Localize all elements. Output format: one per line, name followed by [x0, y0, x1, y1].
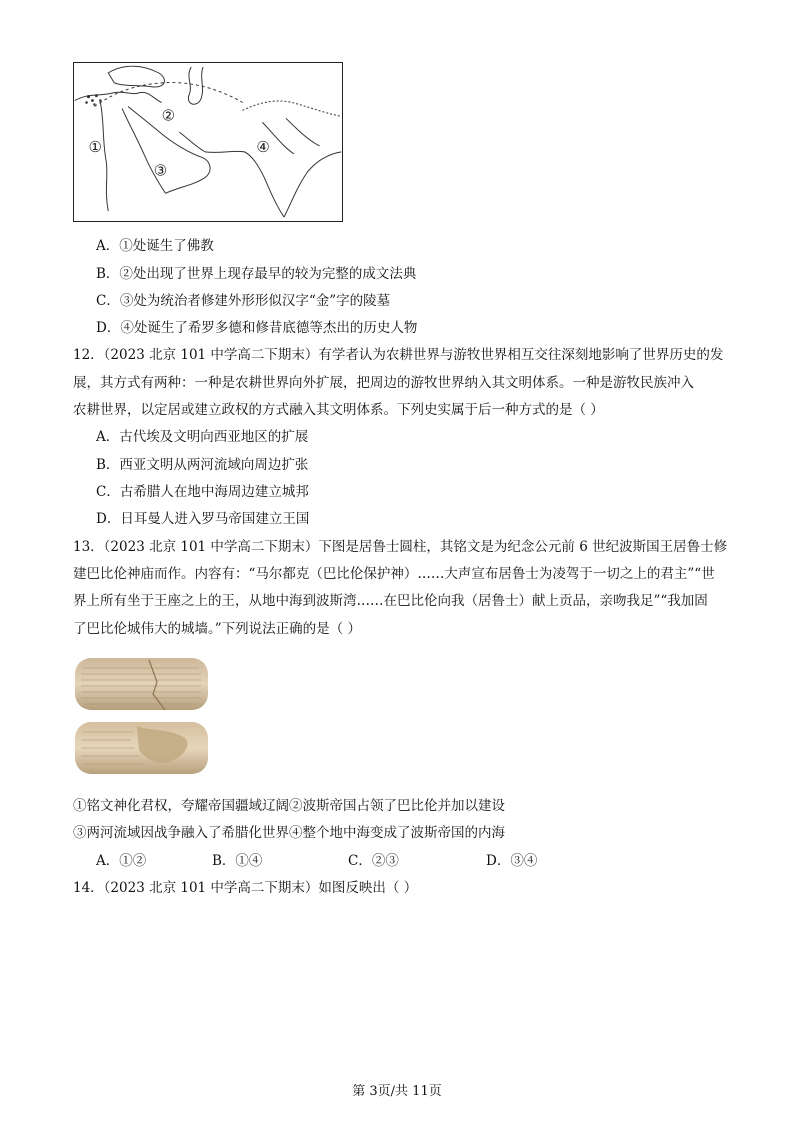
map-label-1: ① [88, 138, 102, 156]
q13-stem-line-4: 了巴比伦城伟大的城墙。”下列说法正确的是（ ） [73, 621, 361, 637]
q12-option-d: D．日耳曼人进入罗马帝国建立王国 [96, 511, 310, 527]
map-label-4: ④ [256, 138, 270, 156]
q11-option-c: C．③处为统治者修建外形形似汉字“金”字的陵墓 [96, 293, 391, 309]
page-number-footer: 第 3页/共 11页 [352, 1084, 442, 1099]
q13-stem-line-1: 13．（2023 北京 101 中学高二下期末）下图是居鲁士圆柱，其铭文是为纪念公元前 6 世纪波斯国王居鲁士修 [73, 539, 728, 555]
q11-option-b: B．②处出现了世界上现存最早的较为完整的成文法典 [96, 266, 417, 282]
q13-option-a: A．①② [96, 853, 147, 869]
q13-option-c: C．②③ [348, 853, 399, 869]
map-outline-svg [74, 63, 342, 221]
q12-stem-line-1: 12．（2023 北京 101 中学高二下期末）有学者认为农耕世界与游牧世界相互交往深刻地影响了世界历史的发 [73, 347, 724, 363]
q14-stem: 14．（2023 北京 101 中学高二下期末）如图反映出（ ） [73, 880, 418, 896]
q13-statements-line-1: ①铭文神化君权，夸耀帝国疆域辽阔②波斯帝国占领了巴比伦并加以建设 [73, 798, 505, 814]
map-label-2: ② [161, 107, 175, 125]
q13-stem-line-2: 建巴比伦神庙而作。内容有：“马尔都克（巴比伦保护神）……大声宣布居鲁士为凌驾于一切之上的君主”“世 [73, 566, 715, 582]
q11-option-d: D．④处诞生了希罗多德和修昔底德等杰出的历史人物 [96, 320, 418, 336]
q12-option-a: A．古代埃及文明向西亚地区的扩展 [96, 429, 309, 445]
q12-stem-line-2: 展，其方式有两种：一种是农耕世界向外扩展，把周边的游牧世界纳入其文明体系。一种是游牧民族冲入 [73, 375, 694, 391]
map-label-3: ③ [153, 162, 167, 180]
q13-stem-line-3: 界上所有坐于王座之上的王，从地中海到波斯湾……在巴比伦向我（居鲁士）献上贡品，亲吻我足”“我加固 [73, 593, 708, 609]
cyrus-cylinder-image-bottom [73, 718, 210, 778]
q12-stem-line-3: 农耕世界，以定居或建立政权的方式融入其文明体系。下列史实属于后一种方式的是（ ） [73, 402, 604, 418]
q12-option-c: C．古希腊人在地中海周边建立城邦 [96, 484, 309, 500]
q13-option-b: B．①④ [212, 853, 263, 869]
cyrus-cylinder-image-top [73, 654, 210, 714]
ancient-civilizations-map [73, 62, 343, 222]
q11-option-a: A．①处诞生了佛教 [96, 238, 214, 254]
q13-statements-line-2: ③两河流域因战争融入了希腊化世界④整个地中海变成了波斯帝国的内海 [73, 825, 505, 841]
q13-option-d: D．③④ [486, 853, 538, 869]
q13-options [96, 851, 596, 871]
q12-option-b: B．西亚文明从两河流域向周边扩张 [96, 457, 309, 473]
